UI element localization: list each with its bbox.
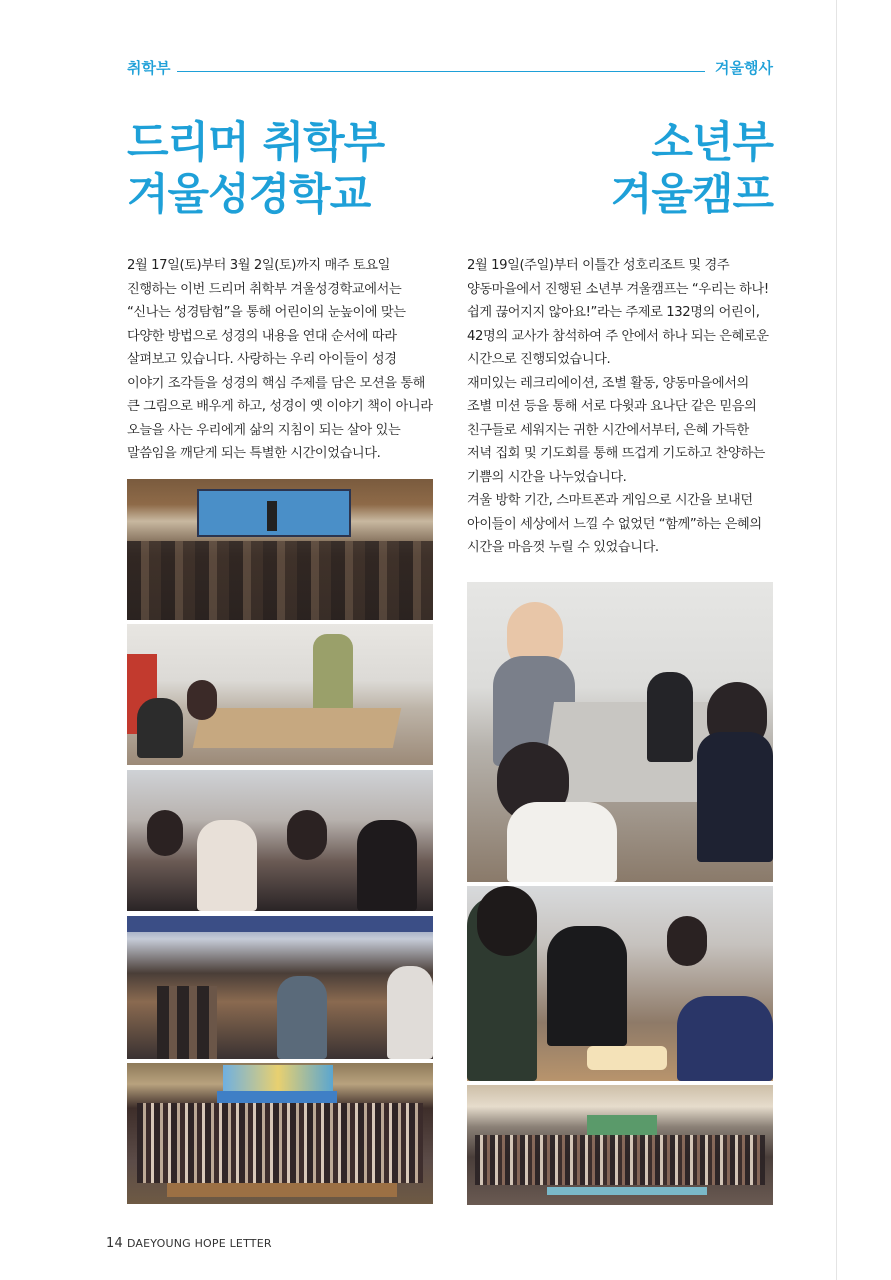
group-photo-hall — [127, 1063, 433, 1204]
publication-name: DAEYOUNG HOPE LETTER — [126, 1237, 272, 1250]
right-body-paragraph-1: 2월 19일(주일)부터 이틀간 성호리조트 및 경주 양동마을에서 진행된 소년부 겨울캠프는 “우리는 하나! 쉽게 끊어지지 않아요!”라는 주제로 132명의 어린이, 42명의 교사가 참석하여 주 안에서 하나 되는 은혜로운 시간으로 진행되었습니다. — [467, 258, 769, 367]
right-article-body — [467, 254, 775, 560]
page-edge-divider — [836, 0, 837, 1280]
section-header — [127, 57, 773, 81]
right-article-title — [611, 117, 773, 221]
left-article-body — [127, 254, 435, 466]
left-title-line2: 겨울성경학교 — [127, 170, 371, 220]
craft-table-photo — [127, 624, 433, 765]
section-label-left: 취학부 — [127, 59, 171, 77]
left-article-title — [127, 117, 384, 221]
right-body-paragraph-3: 겨울 방학 기간, 스마트폰과 게임으로 시간을 보내던 아이들이 세상에서 느낄 수 없었던 “함께”하는 은혜의 시간을 마음껏 누릴 수 있었습니다. — [467, 493, 762, 555]
left-title-line1: 드리머 취학부 — [127, 118, 385, 168]
header-rule — [177, 71, 705, 72]
page-footer — [106, 1236, 272, 1251]
boys-with-eggs-photo — [467, 886, 773, 1081]
right-title-line1: 소년부 — [651, 118, 773, 168]
worship-hall-stage-photo — [127, 479, 433, 620]
camp-group-photo — [467, 1085, 773, 1205]
right-body-paragraph-2: 재미있는 레크리에이션, 조별 활동, 양동마을에서의 조별 미션 등을 통해 서로 다윗과 요나단 같은 믿음의 친구들로 세워지는 귀한 시간에서부터, 은혜 가득한 저녁 집회 및 기도회를 통해 뜨겁게 기도하고 찬양하는 기쁨의 시간을 나누었습니다. — [467, 375, 766, 485]
children-raising-hands-photo — [127, 916, 433, 1059]
right-title-line2: 겨울캠프 — [610, 170, 773, 220]
teacher-and-kids-cafeteria-photo — [467, 582, 773, 882]
children-classroom-photo — [127, 770, 433, 911]
page-number: 14 — [106, 1236, 123, 1251]
section-label-right: 겨울행사 — [715, 59, 773, 77]
left-body-paragraph: 2월 17일(토)부터 3월 2일(토)까지 매주 토요일 진행하는 이번 드리머 취학부 겨울성경학교에서는 “신나는 성경탐험”을 통해 어린이의 눈높이에 맞는 다양한 방법으로 성경의 내용을 연대 순서에 따라 살펴보고 있습니다. 사랑하는 우리 아이들이 성경 이야기 조각들을 성경의 핵심 주제를 담은 모션을 통해 큰 그림으로 배우게 하고, 성경이 옛 이야기 책이 아니라 오늘을 사는 우리에게 삶의 지침이 되는 살아 있는 말씀임을 깨닫게 되는 특별한 시간이었습니다. — [127, 258, 433, 461]
